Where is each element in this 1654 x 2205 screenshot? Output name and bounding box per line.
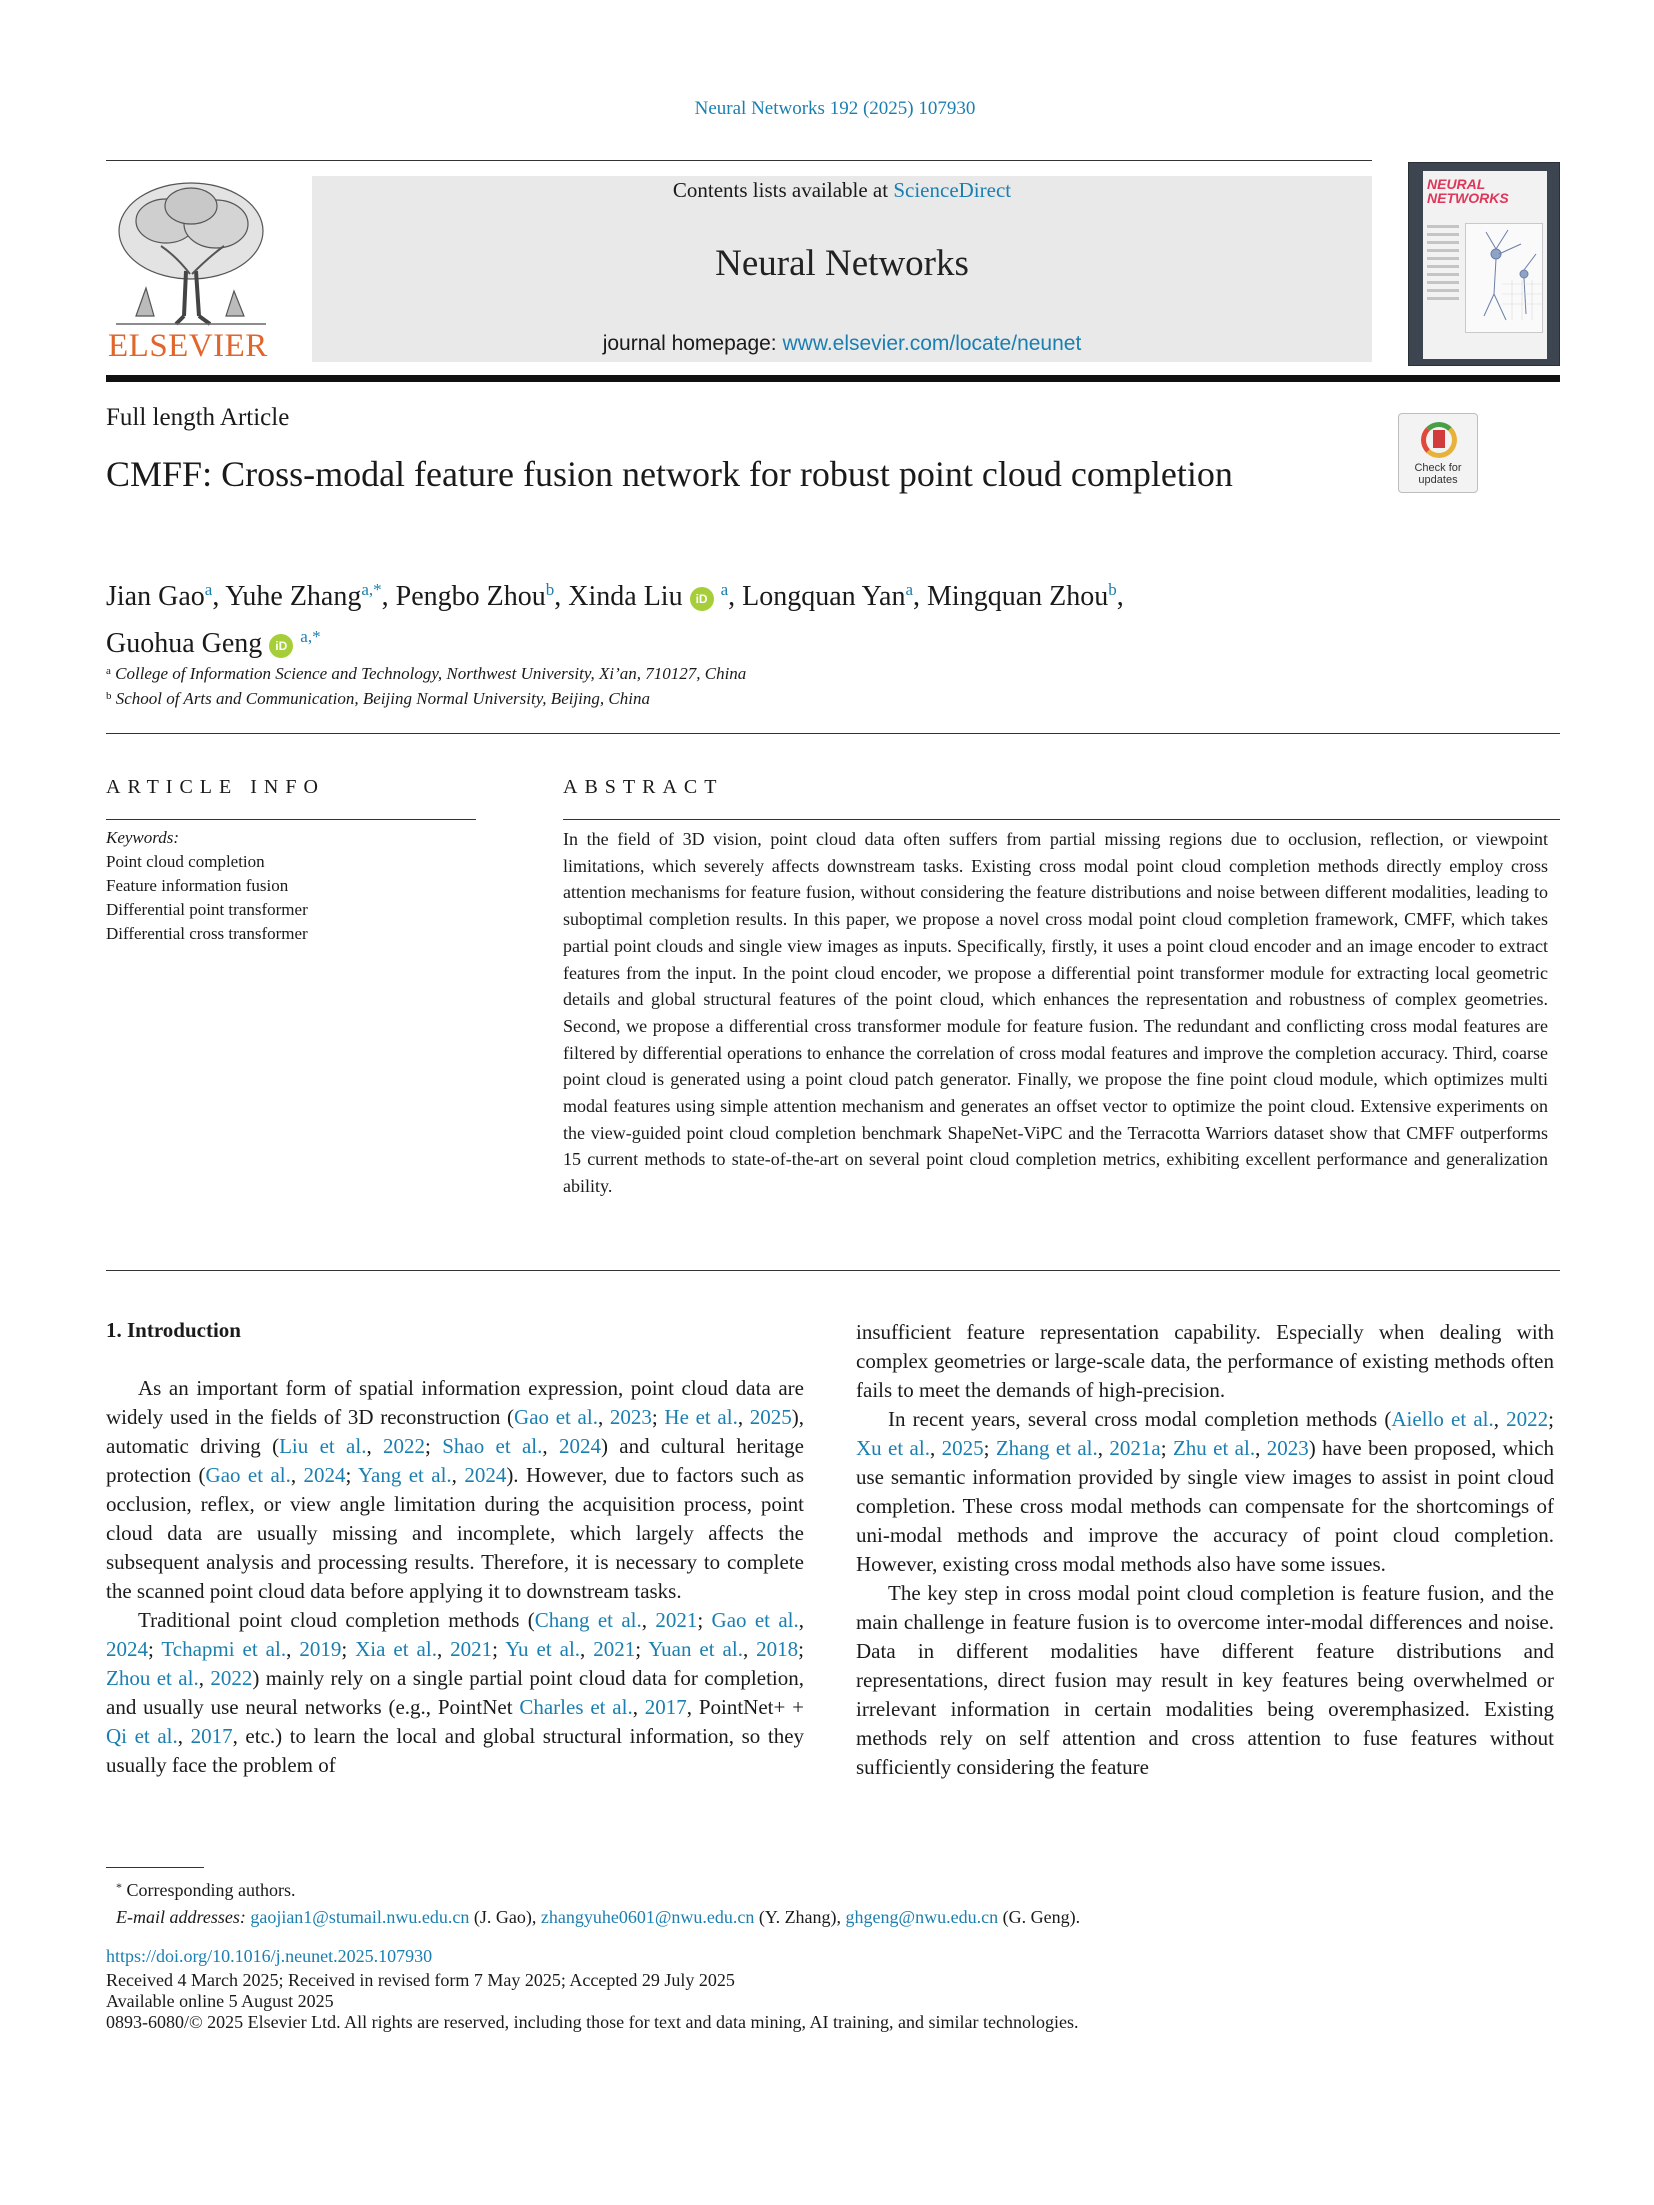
citation-link[interactable]: 2023: [609, 1405, 652, 1429]
section-heading-introduction: 1. Introduction: [106, 1318, 241, 1342]
citation-link[interactable]: 2022: [1506, 1407, 1549, 1431]
author-affiliation-mark[interactable]: a: [204, 580, 213, 599]
citation-link[interactable]: He et al.: [664, 1405, 738, 1429]
citation-link[interactable]: Shao et al.: [442, 1434, 543, 1458]
author-affiliation-mark[interactable]: a,*: [361, 580, 382, 599]
citation-link[interactable]: Yuan et al.: [648, 1637, 743, 1661]
citation-link[interactable]: 2021: [450, 1637, 493, 1661]
citation-link[interactable]: Gao et al.: [514, 1405, 598, 1429]
author-affiliation-mark[interactable]: a: [905, 580, 914, 599]
citation-link[interactable]: Xia et al.: [355, 1637, 437, 1661]
section-rule: [106, 1270, 1560, 1271]
body-paragraph: As an important form of spatial information expression, point cloud data are widely used in the fields of 3D reconstruction (Gao et al., 2023; He et al., 2025), automatic driving (Liu et al., 2022; Shao et al., 2024) and cultural heritage protection (Gao et al., 2024; Yang et al., 2024). However, due to factors such as occlusion, reflex, or view angle limitation during the acquisition process, point cloud data are usually missing and incomplete, which largely affects the subsequent analysis and processing results. Therefore, it is necessary to complete the scanned point cloud data before applying it to downstream tasks.: [106, 1376, 805, 1603]
citation-link[interactable]: 2021a: [1109, 1436, 1161, 1460]
citation-link[interactable]: 2024: [303, 1463, 346, 1487]
body-paragraph: Traditional point cloud completion methods (Chang et al., 2021; Gao et al., 2024; Tchapmi et al., 2019; Xia et al., 2021; Yu et al., 2021; Yuan et al., 2018; Zhou et al., 2022) mainly rely on a single partial point cloud data for completion, and usually use neural networks (e.g., PointNet Charles et al., 2017, PointNet+ + Qi et al., 2017, etc.) to learn the local and global structural information, so they usually face the problem of: [106, 1608, 805, 1777]
citation-link[interactable]: 2017: [644, 1695, 687, 1719]
citation-link[interactable]: Chang et al.: [534, 1608, 642, 1632]
citation-link[interactable]: 2021: [655, 1608, 698, 1632]
citation-link[interactable]: 2018: [756, 1637, 799, 1661]
header-top-rule: [106, 160, 1372, 161]
sciencedirect-link[interactable]: ScienceDirect: [893, 178, 1012, 202]
author-affiliation-mark[interactable]: a: [720, 580, 729, 599]
keywords-block: [106, 826, 308, 946]
keywords-label: Keywords:: [106, 828, 180, 847]
citation-link[interactable]: 2024: [558, 1434, 601, 1458]
citation-link[interactable]: Charles et al.: [519, 1695, 633, 1719]
citation-link[interactable]: 2021: [593, 1637, 636, 1661]
author-affiliation-mark[interactable]: a,*: [300, 627, 321, 646]
homepage-link[interactable]: www.elsevier.com/locate/neunet: [782, 332, 1082, 355]
citation-link[interactable]: Yang et al.: [357, 1463, 452, 1487]
body-paragraph: insufficient feature representation capability. Especially when dealing with complex geometries or large-scale data, the performance of existing methods often fails to meet the demands of high-precision.: [856, 1320, 1554, 1402]
author-name[interactable]: Longquan Yan$^a$: [742, 580, 914, 612]
citation-link[interactable]: Zhu et al.: [1172, 1436, 1256, 1460]
footnotes: [116, 1874, 1080, 1931]
header-thick-rule: [106, 375, 1560, 382]
abstract-text: In the field of 3D vision, point cloud data often suffers from partial missing regions due to occlusion, reflection, or viewpoint limitations, which severely affects downstream tasks. Existing cross modal point cloud completion methods directly employ cross attention mechanisms for feature fusion, without considering the feature distributions and noise between different modalities, leading to suboptimal completion results. In this paper, we propose a novel cross modal point cloud completion framework, CMFF, which takes partial point clouds and single view images as inputs. Specifically, firstly, it uses a point cloud encoder and an image encoder to extract features from the input. In the point cloud encoder, we propose a differential point transformer module for extracting local geometric details and global structural features of the point cloud, which enhances the representation and robustness of complex geometries. Second, we propose a differential cross transformer module for feature fusion. The redundant and conflicting cross modal features are filtered by differential operations to enhance the correlation of cross modal features and improve the completion accuracy. Third, coarse point cloud is generated using a point cloud patch generator. Finally, we propose the fine point cloud module, which optimizes multi modal features using simple attention mechanism and generates an offset vector to optimize the point cloud. Extensive experiments on the view-guided point cloud completion benchmark ShapeNet-ViPC and the Terracotta Warriors dataset show that CMFF outperforms 15 current methods to state-of-the-art on several point cloud completion metrics, exhibiting excellent performance and generalization ability.: [563, 829, 1548, 1197]
citation-link[interactable]: Zhou et al.: [106, 1666, 199, 1690]
citation-link[interactable]: 2024: [464, 1463, 507, 1487]
citation-link[interactable]: Qi et al.: [106, 1724, 178, 1748]
article-title: CMFF: Cross-modal feature fusion network for robust point cloud completion: [106, 454, 1233, 494]
citation-link[interactable]: Gao et al.: [711, 1608, 799, 1632]
abstract-heading: ABSTRACT: [563, 776, 724, 798]
keyword-item: Differential point transformer: [106, 900, 308, 919]
keyword-item: Point cloud completion: [106, 852, 265, 871]
abstract-rule: [563, 819, 1560, 820]
citation-link[interactable]: Liu et al.: [279, 1434, 367, 1458]
keyword-item: Feature information fusion: [106, 876, 289, 895]
keyword-item: Differential cross transformer: [106, 924, 308, 943]
check-for-updates-button[interactable]: [1398, 413, 1478, 493]
author-list: Jian Gao$^a$, Yuhe Zhang$^{a,*}$, Pengbo Zhou$^b$, Xinda Liu iD $^a$, Longquan Yan$^a$, Mingquan Zhou$^b$, Guohua Geng iD $^{a,*}$: [106, 580, 1124, 659]
citation-link[interactable]: 2025: [941, 1436, 984, 1460]
orcid-icon[interactable]: iD: [269, 634, 293, 658]
contents-availability: Contents lists available at ScienceDirect: [672, 178, 1012, 202]
affiliations: [106, 660, 746, 710]
citation-link[interactable]: Tchapmi et al.: [161, 1637, 287, 1661]
email-link[interactable]: zhangyuhe0601@nwu.edu.cn: [540, 1907, 755, 1927]
received-dates: Received 4 March 2025; Received in revised form 7 May 2025; Accepted 29 July 2025: [106, 1970, 735, 1990]
body-column-left: [106, 1374, 804, 1780]
citation-link[interactable]: 2023: [1266, 1436, 1309, 1460]
citation-link[interactable]: Xu et al.: [856, 1436, 930, 1460]
article-info-heading: ARTICLE INFO: [106, 776, 325, 798]
author-name[interactable]: Yuhe Zhang$^{a,*}$: [225, 580, 382, 612]
citation-link[interactable]: 2024: [106, 1637, 148, 1661]
available-online: Available online 5 August 2025: [106, 1991, 334, 2011]
citation-link[interactable]: 2019: [299, 1637, 342, 1661]
citation-link[interactable]: 2022: [210, 1666, 253, 1690]
body-paragraph: In recent years, several cross modal completion methods (Aiello et al., 2022; Xu et al., 2025; Zhang et al., 2021a; Zhu et al., 2023) have been proposed, which use semantic information provided by single view images to assist in point cloud completion. These cross modal methods can compensate for the shortcomings of uni-modal methods and improve the accuracy of point cloud completion. However, existing cross modal methods also have some issues.: [856, 1407, 1555, 1576]
neuron-icon: [1466, 224, 1544, 334]
article-info-rule: [106, 819, 476, 820]
citation-link[interactable]: Yu et al.: [505, 1637, 581, 1661]
author-name[interactable]: Xinda Liu iD $^a$: [568, 580, 729, 612]
section-rule: [106, 733, 1560, 734]
author-name[interactable]: Jian Gao$^a$: [106, 580, 213, 612]
body-column-right: [856, 1318, 1554, 1782]
affiliation-a: $^a$ College of Information Science and Technology, Northwest University, Xi’an, 710127, China: [106, 664, 747, 683]
copyright-notice: 0893-6080/© 2025 Elsevier Ltd. All rights are reserved, including those for text and data mining, AI training, and similar technologies.: [106, 2012, 1079, 2032]
email-addresses: E-mail addresses: gaojian1@stumail.nwu.edu.cn (J. Gao), zhangyuhe0601@nwu.edu.cn (Y. Zhang), ghgeng@nwu.edu.cn (G. Geng).: [116, 1907, 1081, 1927]
journal-homepage: journal homepage: www.elsevier.com/locate/neunet: [602, 332, 1082, 355]
doi-link[interactable]: https://doi.org/10.1016/j.neunet.2025.107930: [106, 1946, 433, 1966]
citation-link[interactable]: 2017: [190, 1724, 233, 1748]
affiliation-b: $^b$ School of Arts and Communication, Beijing Normal University, Beijing, China: [106, 689, 650, 708]
cover-title: NEURAL NETWORKS: [1427, 176, 1509, 206]
article-type: Full length Article: [106, 404, 290, 431]
body-paragraph: The key step in cross modal point cloud completion is feature fusion, and the main challenge in feature fusion is to overcome inter-modal differences and noise. Data in different modalities have different feature distributions and representations, direct fusion may result in key features being overwhelmed or irrelevant information in certain modalities being overemphasized. Existing methods rely on self attention and cross attention to fuse features without sufficiently considering the feature: [856, 1581, 1554, 1779]
author-affiliation-mark[interactable]: b: [1108, 580, 1117, 599]
corresponding-authors-note: * Corresponding authors.: [116, 1880, 296, 1900]
tree-icon: [106, 176, 276, 326]
email-link[interactable]: gaojian1@stumail.nwu.edu.cn: [250, 1907, 470, 1927]
author-affiliation-mark[interactable]: b: [545, 580, 555, 599]
citation-link[interactable]: Aiello et al.: [1391, 1407, 1494, 1431]
citation-link[interactable]: Gao et al.: [205, 1463, 291, 1487]
author-name[interactable]: Mingquan Zhou$^b$: [927, 580, 1117, 612]
orcid-icon[interactable]: iD: [690, 587, 714, 611]
email-link[interactable]: ghgeng@nwu.edu.cn: [845, 1907, 999, 1927]
author-name[interactable]: Pengbo Zhou$^b$: [395, 580, 555, 612]
elsevier-wordmark: ELSEVIER: [108, 328, 268, 364]
article-history: [106, 1970, 1078, 2033]
citation-link[interactable]: Zhang et al.: [995, 1436, 1098, 1460]
cover-text-lines: [1427, 225, 1459, 305]
check-updates-label: Check for updates: [1414, 462, 1462, 486]
citation-link[interactable]: 2025: [749, 1405, 792, 1429]
citation-link[interactable]: 2022: [383, 1434, 426, 1458]
journal-cover-thumbnail[interactable]: [1408, 162, 1560, 366]
journal-reference[interactable]: Neural Networks 192 (2025) 107930: [694, 98, 976, 119]
cover-illustration: [1465, 223, 1543, 333]
journal-name: Neural Networks: [715, 243, 969, 284]
footnote-rule: [106, 1867, 204, 1868]
author-name[interactable]: Guohua Geng iD $^{a,*}$: [106, 627, 321, 659]
bookmark-icon: [1433, 430, 1445, 448]
